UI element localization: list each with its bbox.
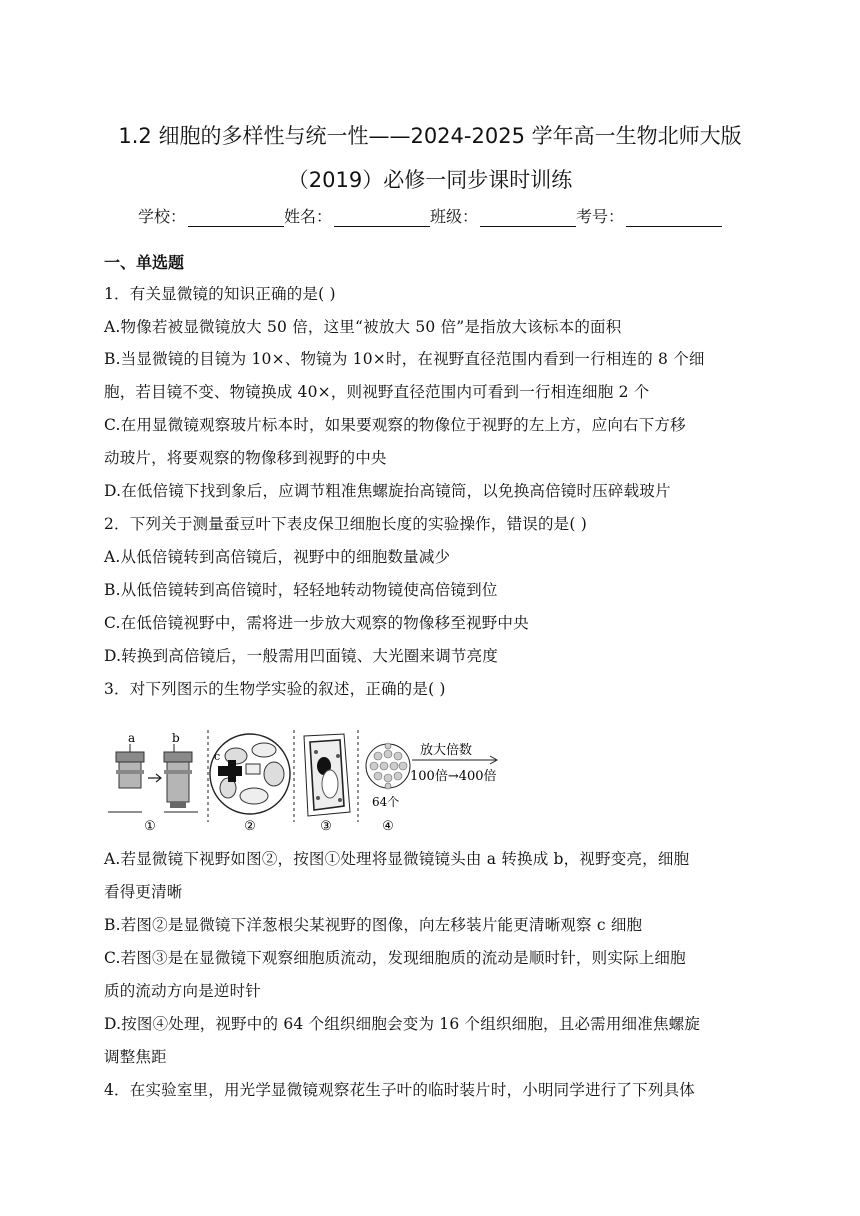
- question-stem: 1．有关显微镜的知识正确的是( ): [104, 285, 336, 303]
- option-line: A.从低倍镜转到高倍镜后，视野中的细胞数量减少: [104, 548, 451, 566]
- option-line: C.在低倍镜视野中，需将进一步放大观察的物像移至视野中央: [104, 614, 529, 632]
- option-line: D.转换到高倍镜后，一般需用凹面镜、大光圈来调节亮度: [104, 647, 499, 665]
- plant-cell-diagram: [304, 734, 350, 834]
- lens-switch-diagram: [108, 731, 198, 834]
- experiment-figure: [104, 726, 504, 834]
- root-tip-view: [210, 734, 290, 834]
- option-line: 调整焦距: [104, 1048, 167, 1066]
- page-title: 1.2 细胞的多样性与统一性——2024-2025 学年高一生物北师大版: [118, 124, 742, 148]
- option-line: B.从低倍镜转到高倍镜时，轻轻地转动物镜使高倍镜到位: [104, 581, 498, 599]
- option-line: B.若图②是显微镜下洋葱根尖某视野的图像，向左移装片能更清晰观察 c 细胞: [104, 916, 643, 934]
- option-line: C.在用显微镜观察玻片标本时，如果要观察的物像位于视野的左上方，应向右下方移: [104, 416, 686, 434]
- option-line: A.若显微镜下视野如图②，按图①处理将显微镜镜头由 a 转换成 b，视野变亮，细胞: [104, 850, 690, 868]
- question-stem: 2．下列关于测量蚕豆叶下表皮保卫细胞长度的实验操作，错误的是( ): [104, 515, 587, 533]
- option-line: A.物像若被显微镜放大 50 倍，这里“被放大 50 倍”是指放大该标本的面积: [104, 318, 622, 336]
- panel-label: ①: [144, 819, 156, 834]
- lens-b-label: b: [172, 731, 180, 745]
- option-line: C.若图③是在显微镜下观察细胞质流动，发现细胞质的流动是顺时针，则实际上细胞: [104, 949, 686, 967]
- page-subtitle: （2019）必修一同步课时训练: [287, 168, 573, 192]
- exam-number-blank[interactable]: [626, 210, 722, 227]
- class-blank[interactable]: [480, 210, 576, 227]
- name-field[interactable]: 姓名：: [284, 204, 430, 227]
- student-info-row: [0, 204, 860, 227]
- name-blank[interactable]: [334, 210, 430, 227]
- class-field[interactable]: 班级：: [430, 204, 576, 227]
- school-blank[interactable]: [188, 210, 284, 227]
- option-line: 动玻片，将要观察的物像移到视野的中央: [104, 449, 387, 467]
- option-line: B.当显微镜的目镜为 10×、物镜为 10×时，在视野直径范围内看到一行相连的 8 个细: [104, 350, 705, 368]
- panel-label: ③: [320, 819, 332, 834]
- question-stem: 3．对下列图示的生物学实验的叙述，正确的是( ): [104, 680, 446, 698]
- option-line: 胞，若目镜不变、物镜换成 40×，则视野直径范围内可看到一行相连细胞 2 个: [104, 383, 650, 401]
- magnification-change: 100倍→400倍: [410, 769, 497, 784]
- cell-count-label: 64个: [372, 795, 400, 809]
- question-stem: 4．在实验室里，用光学显微镜观察花生子叶的临时装片时，小明同学进行了下列具体: [104, 1081, 695, 1099]
- cell-c-label: c: [214, 750, 221, 763]
- option-line: D.按图④处理，视野中的 64 个组织细胞会变为 16 个组织细胞，且必需用细准焦螺旋: [104, 1015, 701, 1033]
- lens-a-label: a: [128, 731, 136, 745]
- panel-label: ②: [244, 819, 256, 834]
- exam-number-field[interactable]: 考号：: [576, 204, 722, 227]
- magnification-arrow-text: 放大倍数: [420, 743, 473, 758]
- section-heading: 一、单选题: [104, 253, 185, 272]
- option-line: 质的流动方向是逆时针: [104, 982, 262, 1000]
- option-line: D.在低倍镜下找到象后，应调节粗准焦螺旋抬高镜筒，以免换高倍镜时压碎载玻片: [104, 482, 671, 500]
- school-field[interactable]: 学校：: [138, 204, 284, 227]
- magnification-diagram: [366, 742, 497, 834]
- panel-label: ④: [382, 819, 394, 834]
- option-line: 看得更清晰: [104, 883, 183, 901]
